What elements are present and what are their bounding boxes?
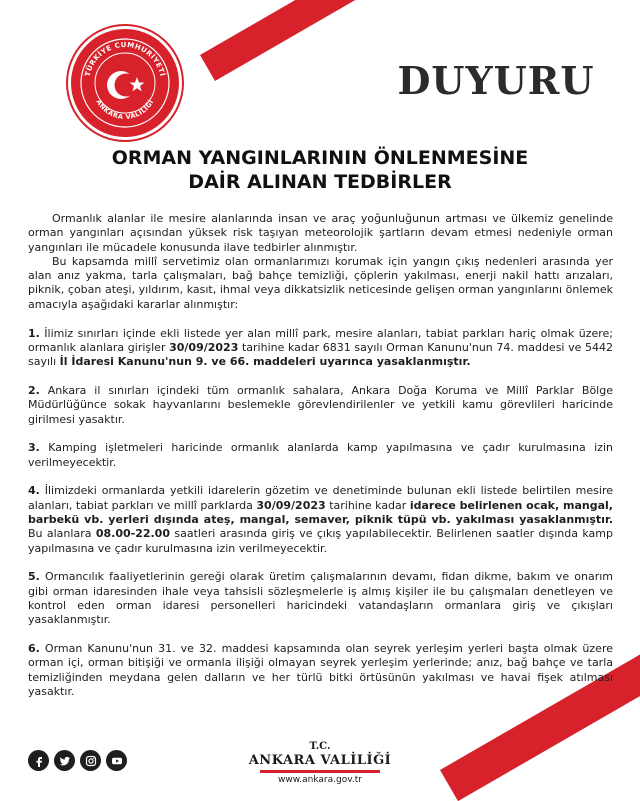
item-text: tarihine kadar 6831 sayılı Orman Kanunu'nun 74. maddesi ve 5442 sayılı	[28, 340, 613, 369]
decision-item-1	[28, 327, 613, 370]
footer-website-link[interactable]: www.ankara.gov.tr	[278, 775, 362, 785]
title-line-1: ORMAN YANGINLARININ ÖNLENMESİNE	[111, 147, 529, 169]
item-bold-date: 30/09/2023	[169, 340, 239, 354]
decision-item-3	[28, 441, 613, 470]
item-bold-date: 30/09/2023	[256, 498, 326, 512]
item-number: 6.	[28, 642, 40, 656]
item-text: İlimiz sınırları içinde ekli listede yer alan millî park, mesire alanları, tabiat parkları hariç olmak üzere; ormanlık alanlara girişler	[28, 326, 613, 354]
item-number: 1.	[28, 326, 40, 340]
item-text: tarihine kadar	[325, 498, 410, 512]
announcement-heading: DUYURU	[397, 58, 595, 103]
item-number: 4.	[28, 484, 40, 498]
facebook-icon[interactable]	[28, 750, 49, 771]
decision-item-2	[28, 384, 613, 427]
title-line-2: DAİR ALINAN TEDBİRLER	[188, 171, 452, 193]
item-bold-hours: 08.00-22.00	[95, 527, 170, 541]
intro-paragraph-1: Ormanlık alanlar ile mesire alanlarında insan ve araç yoğunluğunun artması ve ülkemiz genelinde orman yangınları açısından yüksek risk taşıyan meteorolojik şartların devam etmesi nedeniyle orman yangınları ile mücadele konusunda ilave tedbirler alınmıştır.	[28, 212, 613, 254]
instagram-icon[interactable]	[80, 750, 101, 771]
item-bold-text: idarece belirlenen ocak, mangal, barbekü vb. yerleri dışında ateş, mangal, semaver, piknik tüpü vb. yakılması yasaklanmıştır.	[28, 498, 613, 527]
item-text: Ankara il sınırları içindeki tüm ormanlık sahalara, Ankara Doğa Koruma ve Millî Parklar Bölge Müdürlüğünce sokak hayvanlarını beslemekle görevlendirilenler ve yetkili kamu görevlileri haricinde girilmesi yasaktır.	[28, 383, 613, 426]
footer-tc: T.C.	[309, 741, 331, 752]
youtube-icon[interactable]	[106, 750, 127, 771]
item-number: 2.	[28, 383, 40, 397]
item-text: saatleri arasında giriş ve çıkış yapılabilecektir. Belirlenen saatler dışında kamp yapılmasına ve çadır kurulmasına izin verilmeyecektir.	[28, 527, 613, 555]
seal-top-text: TÜRKİYE CUMHURİYETİ	[83, 40, 167, 78]
item-bold-text: İl İdaresi Kanunu'nun 9. ve 66. maddeleri uyarınca yasaklanmıştır.	[59, 355, 471, 369]
intro-paragraph-2: Bu kapsamda millî servetimiz olan ormanlarımızı korumak için yangın çıkış nedenleri arasında yer alan anız yakma, tarla çalışmaları, bağ bahçe temizliği, çöplerin yakılması, enerji nakil hattı arızaları, piknik, çoban ateşi, yıldırım, kasıt, ihmal veya dikkatsizlik neticesinde gelişen orman yangınlarını önlemek amacıyla aşağıdaki kararlar alınmıştır:	[28, 254, 613, 311]
footer-organization-logo	[240, 741, 400, 786]
social-media-links	[28, 750, 127, 774]
item-text: İlimizdeki ormanlarda yetkili idarelerin gözetim ve denetiminde bulunan ekli listede belirtilen mesire alanları, tabiat parkları ve millî parklarda	[28, 484, 613, 512]
item-text: Kamping işletmeleri haricinde ormanlık alanlarda kamp yapılmasına ve çadır kurulmasına izin verilmeyecektir.	[28, 441, 613, 469]
announcement-body	[28, 212, 613, 699]
decision-item-6	[28, 642, 613, 699]
item-text: Ormancılık faaliyetlerinin gereği olarak üretim çalışmalarının devamı, fidan dikme, bakım ve onarım gibi orman idaresinden ihale veya tahsisli sözleşmelerle iş almış kişiler ile bu çalışmaları denetleyen ve kontrol eden orman idaresi personelleri haricindeki vatandaşların ormanlara giriş ve çıkışları yasaklanmıştır.	[28, 570, 613, 627]
item-text: Bu alanlara	[28, 527, 96, 541]
decision-item-5	[28, 570, 613, 627]
footer-accent-bar	[260, 770, 380, 773]
twitter-icon[interactable]	[54, 750, 75, 771]
item-number: 3.	[28, 441, 40, 455]
seal-bottom-text: ANKARA VALİLİĞİ	[94, 98, 156, 122]
svg-text:ANKARA VALİLİĞİ	[95, 98, 156, 121]
page-title	[0, 146, 640, 194]
seal-emblem-icon	[71, 29, 179, 137]
item-number: 5.	[28, 570, 40, 584]
item-text: Orman Kanunu'nun 31. ve 32. maddesi kapsamında olan seyrek yerleşim yerleri başta olmak üzere orman içi, orman bitişiği ve ormanla ilişiği olmayan seyrek yerleşim yerlerinde; anız, bağ bahçe ve tarla temizliğinden meydana gelen dalların ve her türlü bitki örtüsünün yakılması ve havai fişek atılması yasaktır.	[28, 642, 613, 699]
ankara-governorship-seal	[68, 26, 182, 140]
footer-organization-name: ANKARA VALİLİĞİ	[248, 753, 392, 768]
decision-item-4	[28, 484, 613, 555]
